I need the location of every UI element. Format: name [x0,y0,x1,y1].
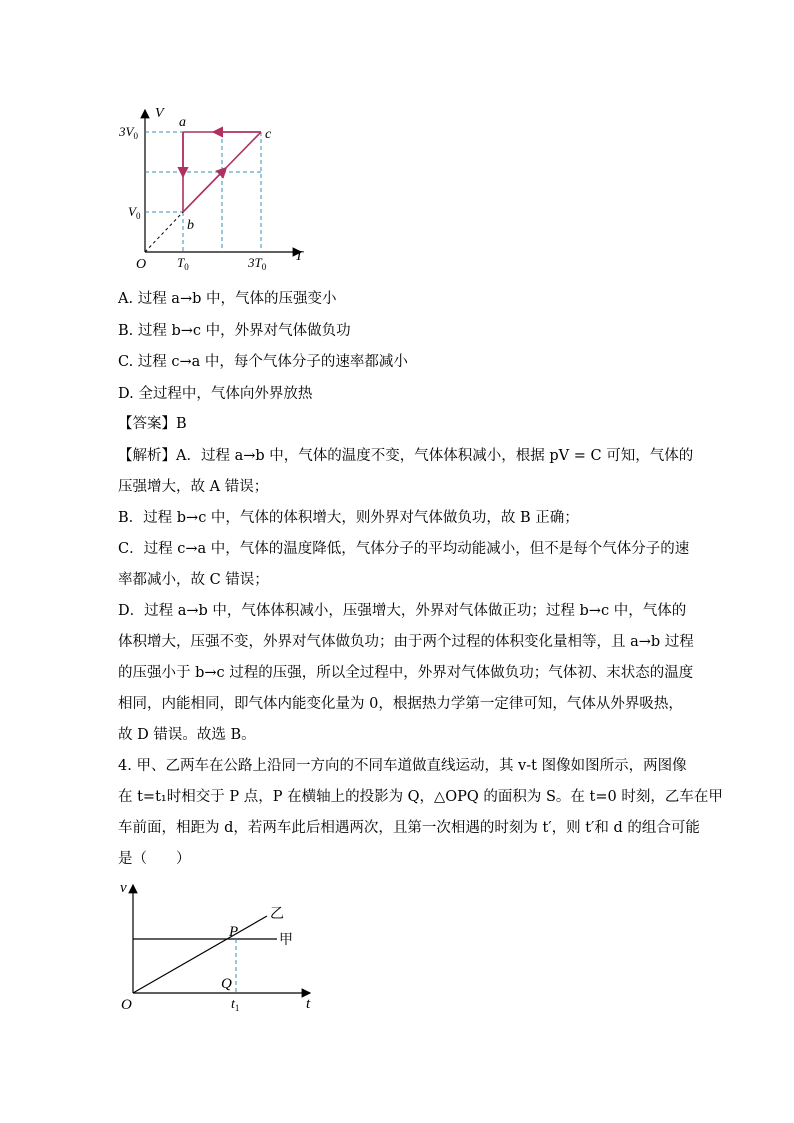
analysis-line: 率都减小，故 C 错误； [118,572,269,588]
analysis-line: 故 D 错误。故选 B。 [118,727,256,743]
analysis-line: 体积增大，压强不变，外界对气体做负功；由于两个过程的体积变化量相等，且 a→b 过程 [118,634,694,650]
v-axis-label: V [155,106,164,121]
tick-t0: $T_0$ [177,255,189,272]
question-4-line: 在 t=t₁时相交于 P 点，P 在横轴上的投影为 Q，△OPQ 的面积为 S。在 t=0 时刻，乙车在甲 [118,789,723,805]
tick-v0: $V_0$ [128,204,141,221]
jia-label: 甲 [279,933,293,948]
option-d: D. 全过程中，气体向外界放热 [118,386,313,402]
velocity-time-figure [115,880,325,1015]
t-axis-label: t [306,996,311,1012]
point-c-label: c [265,127,272,142]
question-4-line: 是（ ） [118,851,191,867]
answer-line: 【答案】B [118,416,187,432]
tick-t1: $t_1$ [231,997,240,1013]
origin-label: O [136,257,147,272]
point-p-label: P [229,924,239,940]
analysis-line: B．过程 b→c 中，气体的体积增大，则外界对气体做负功，故 B 正确； [118,510,579,526]
point-q-label: Q [221,976,232,992]
point-a-label: a [179,115,186,130]
analysis-line: C．过程 c→a 中，气体的温度降低，气体分子的平均动能减小，但不是每个气体分子的速 [118,541,690,557]
analysis-line: 【解析】A．过程 a→b 中，气体的温度不变，气体体积减小，根据 pV = C 可知，气体的 [118,448,694,464]
yi-line [133,916,267,993]
tick-3v0: $3V_0$ [119,124,138,141]
tick-3t0: $3T_0$ [248,255,267,272]
analysis-line: D．过程 a→b 中，气体体积减小，压强增大，外界对气体做正功；过程 b→c 中，气体的 [118,603,687,619]
t-axis-label: T [295,249,303,264]
option-b: B. 过程 b→c 中，外界对气体做负功 [118,323,351,339]
origin-label: O [121,997,132,1013]
v-axis-label: v [120,880,127,896]
point-b-label: b [187,218,194,233]
analysis-line: 的压强小于 b→c 过程的压强，所以全过程中，外界对气体做负功；气体初、末状态的温度 [118,665,694,681]
analysis-line: 相同，内能相同，即气体内能变化量为 0，根据热力学第一定律可知，气体从外界吸热， [118,696,683,712]
question-4-line: 4. 甲、乙两车在公路上沿同一方向的不同车道做直线运动，其 v-t 图像如图所示，两图像 [118,758,687,774]
origin-extension [145,212,183,252]
option-c: C. 过程 c→a 中，每个气体分子的速率都减小 [118,354,408,370]
question-4-line: 车前面，相距为 d，若两车此后相遇两次，且第一次相遇的时刻为 t′，则 t′和 d 的组合可能 [118,820,700,836]
option-a: A. 过程 a→b 中，气体的压强变小 [118,291,337,307]
yi-label: 乙 [270,907,284,922]
analysis-line: 压强增大，故 A 错误； [118,479,269,495]
vt-cycle-figure [115,105,315,272]
